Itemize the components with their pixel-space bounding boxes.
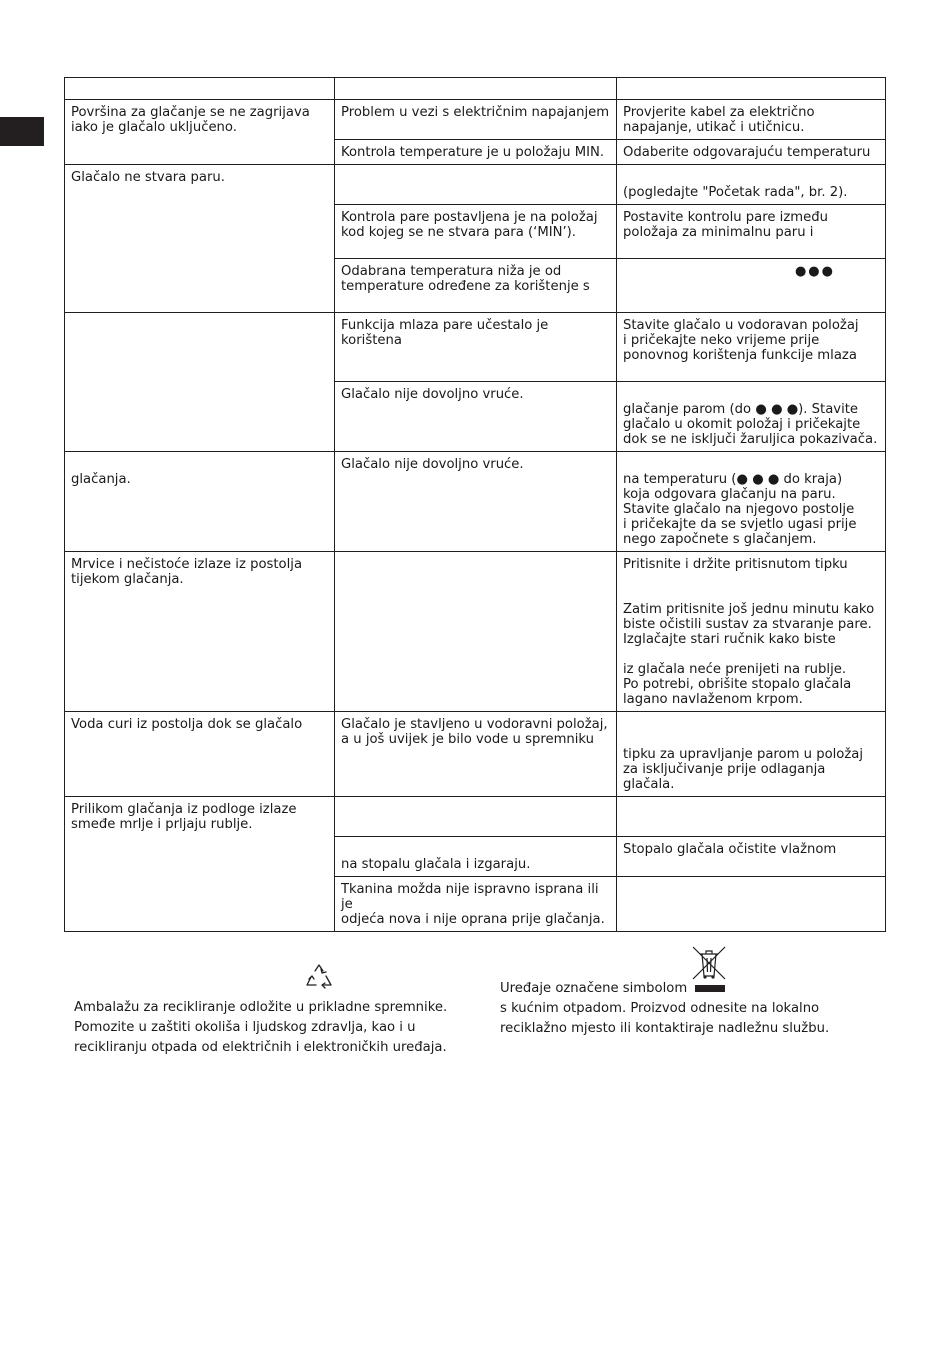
header-solution [617,78,886,100]
recycle-icon [304,962,334,992]
table-row [65,313,886,382]
solution-cell: na temperaturu (● ● ● do kraja) koja odgovara glačanju na paru. Stavite glačalo na njegovo postolje i pričekajte da se svjetlo ugasi prije nego započnete s glačanjem. [617,452,886,552]
solution-cell [617,877,886,932]
solution-cell: Stopalo glačala očistite vlažnom [617,837,886,877]
solution-cell: (pogledajte "Početak rada", br. 2). [617,165,886,205]
solution-cell: Stavite glačalo u vodoravan položaj i pričekajte neko vrijeme prije ponovnog korištenja funkcije mlaza [617,313,886,382]
cause-cell [335,552,617,712]
cause-cell: Kontrola temperature je u položaju MIN. [335,140,617,165]
header-problem [65,78,335,100]
solution-cell: tipku za upravljanje parom u položaj za isključivanje prije odlaganja glačala. [617,712,886,797]
crossed-bin-icon [690,944,728,982]
solution-cell: Postavite kontrolu pare između položaja za minimalnu paru i [617,205,886,259]
table-row [65,552,886,712]
solution-cell: glačanje parom (do ● ● ●). Stavite glačalo u okomit položaj i pričekajte dok se ne isključi žaruljica pokazivača. [617,382,886,452]
troubleshooting-table [64,77,886,932]
cause-cell: Funkcija mlaza pare učestalo je korištena [335,313,617,382]
solution-cell: Odaberite odgovarajuću temperaturu [617,140,886,165]
cause-cell: na stopalu glačala i izgaraju. [335,837,617,877]
cause-cell: Glačalo nije dovoljno vruće. [335,452,617,552]
problem-cell [65,313,335,452]
problem-cell: Površina za glačanje se ne zagrijava iako je glačalo uključeno. [65,100,335,165]
cause-cell [335,165,617,205]
cause-cell [335,797,617,837]
table-row [65,712,886,797]
table-row [65,452,886,552]
bin-underline-bar [695,985,725,992]
cause-cell: Odabrana temperatura niža je od temperature određene za korištenje s [335,259,617,313]
language-tab [0,117,44,146]
table-row [65,100,886,140]
header-cause [335,78,617,100]
cause-cell: Glačalo je stavljeno u vodoravni položaj, a u još uvijek je bilo vode u spremniku [335,712,617,797]
solution-cell: Pritisnite i držite pritisnutom tipku Zatim pritisnite još jednu minutu kako biste očistili sustav za stvaranje pare. Izglačajte stari ručnik kako biste iz glačala neće prenijeti na rublje. Po potrebi, obrišite stopalo glačala lagano navlaženom krpom. [617,552,886,712]
disposal-note: s kućnim otpadom. Proizvod odnesite na lokalno reciklažno mjesto ili kontaktiraje nadležnu službu. [500,1001,830,1036]
cause-cell: Tkanina možda nije ispravno isprana ili je odjeća nova i nije oprana prije glačanja. [335,877,617,932]
table-row [65,165,886,205]
problem-cell: glačanja. [65,452,335,552]
problem-cell: Voda curi iz postolja dok se glačalo [65,712,335,797]
cause-cell: Kontrola pare postavljena je na položaj kod kojeg se ne stvara para (‘MIN’). [335,205,617,259]
solution-cell [617,259,886,313]
temperature-dots: ●●● [794,264,835,279]
solution-cell: Provjerite kabel za električno napajanje, utikač i utičnicu. [617,100,886,140]
table-row [65,797,886,837]
problem-cell: Mrvice i nečistoće izlaze iz postolja tijekom glačanja. [65,552,335,712]
table-row [65,78,886,100]
recycling-note: Ambalažu za recikliranje odložite u prikladne spremnike. Pomozite u zaštiti okoliša i ljudskog zdravlja, kao i u recikliranju otpada od električnih i elektroničkih uređaja. [74,1000,448,1055]
disposal-symbol-line: Uređaje označene simbolom [500,981,688,996]
cause-cell: Problem u vezi s električnim napajanjem [335,100,617,140]
problem-cell: Glačalo ne stvara paru. [65,165,335,313]
problem-cell: Prilikom glačanja iz podloge izlaze smeđe mrlje i prljaju rublje. [65,797,335,932]
solution-cell [617,797,886,837]
cause-cell: Glačalo nije dovoljno vruće. [335,382,617,452]
